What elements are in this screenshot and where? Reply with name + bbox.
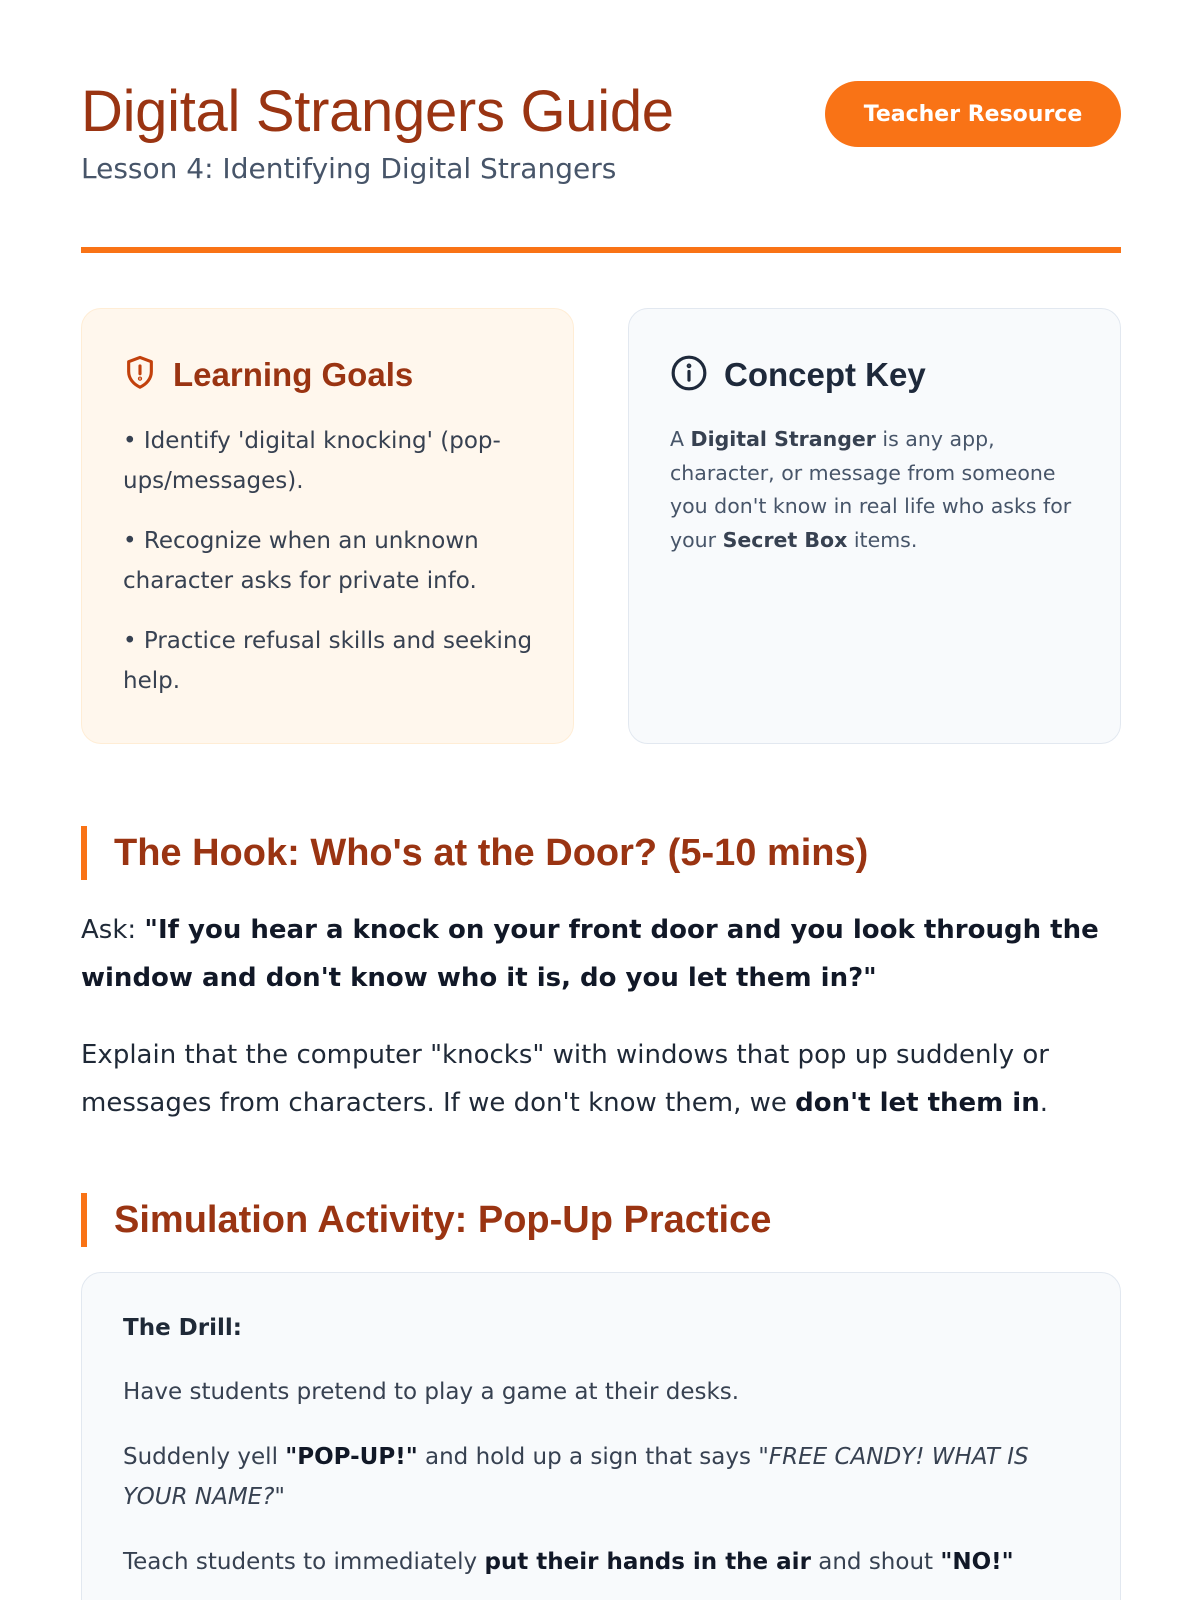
drill-step: Have students pretend to play a game at their desks. <box>123 1379 740 1405</box>
step-text: Suddenly yell <box>123 1444 286 1470</box>
learning-goals-header <box>123 349 533 401</box>
header-divider <box>81 247 1121 253</box>
step-text: and shout <box>810 1549 941 1575</box>
info-cards <box>81 308 1121 744</box>
hook-explain-paragraph <box>81 1031 1121 1127</box>
header <box>81 0 1121 255</box>
teacher-resource-badge: Teacher Resource <box>825 81 1121 147</box>
ask-label: Ask: <box>81 915 145 945</box>
step-emphasis: "POP-UP!" <box>285 1444 418 1470</box>
page <box>81 0 1121 1575</box>
definition-text: items. <box>847 527 918 552</box>
learning-goals-card <box>81 308 574 744</box>
drill-title: The Drill: <box>123 1315 242 1341</box>
lesson-subtitle: Lesson 4: Identifying Digital Strangers <box>81 152 617 185</box>
explain-text: Explain that the computer "knocks" with windows that pop up suddenly or messages from characters. If we don't know them, we <box>81 1040 1049 1118</box>
explain-emphasis: don't let them in <box>795 1088 1040 1118</box>
list-item: • Identify 'digital knocking' (pop-ups/messages). <box>123 428 501 494</box>
learning-goals-title: Learning Goals <box>173 356 414 393</box>
concept-key-card <box>628 308 1121 744</box>
page-title: Digital Strangers Guide <box>81 79 674 144</box>
shield-alert-icon <box>123 354 157 396</box>
definition-text: is any app, character, or message from someone you don't know in real life who asks for your <box>670 427 1072 552</box>
learning-goals-list <box>123 421 533 701</box>
definition-text: A <box>670 427 691 451</box>
ask-quote: "If you hear a knock on your front door and you look through the window and don't know who it is, do you let them in?" <box>81 915 1099 993</box>
list-item: • Practice refusal skills and seeking help. <box>123 628 533 694</box>
info-icon <box>670 354 708 396</box>
step-text: and hold up a sign that says <box>417 1444 759 1470</box>
sign-text: "FREE CANDY! WHAT IS YOUR NAME?" <box>123 1444 1029 1510</box>
step-emphasis: "NO!" <box>940 1549 1014 1575</box>
concept-key-title: Concept Key <box>724 356 926 393</box>
term-secret-box: Secret Box <box>722 527 848 552</box>
explain-text: . <box>1039 1088 1048 1118</box>
concept-definition <box>670 423 1080 557</box>
simulation-section-heading: Simulation Activity: Pop-Up Practice <box>81 1193 771 1247</box>
term-digital-stranger: Digital Stranger <box>690 427 876 451</box>
step-emphasis: put their hands in the air <box>484 1549 811 1575</box>
drill-step <box>123 1437 1080 1517</box>
step-text: Teach students to immediately <box>123 1549 485 1575</box>
concept-key-header <box>670 349 1080 401</box>
hook-ask-paragraph <box>81 906 1121 1002</box>
drill-panel <box>81 1272 1121 1600</box>
list-item: • Recognize when an unknown character asks for private info. <box>123 528 479 594</box>
hook-section-heading: The Hook: Who's at the Door? (5-10 mins) <box>81 826 868 880</box>
drill-step <box>123 1542 1080 1582</box>
